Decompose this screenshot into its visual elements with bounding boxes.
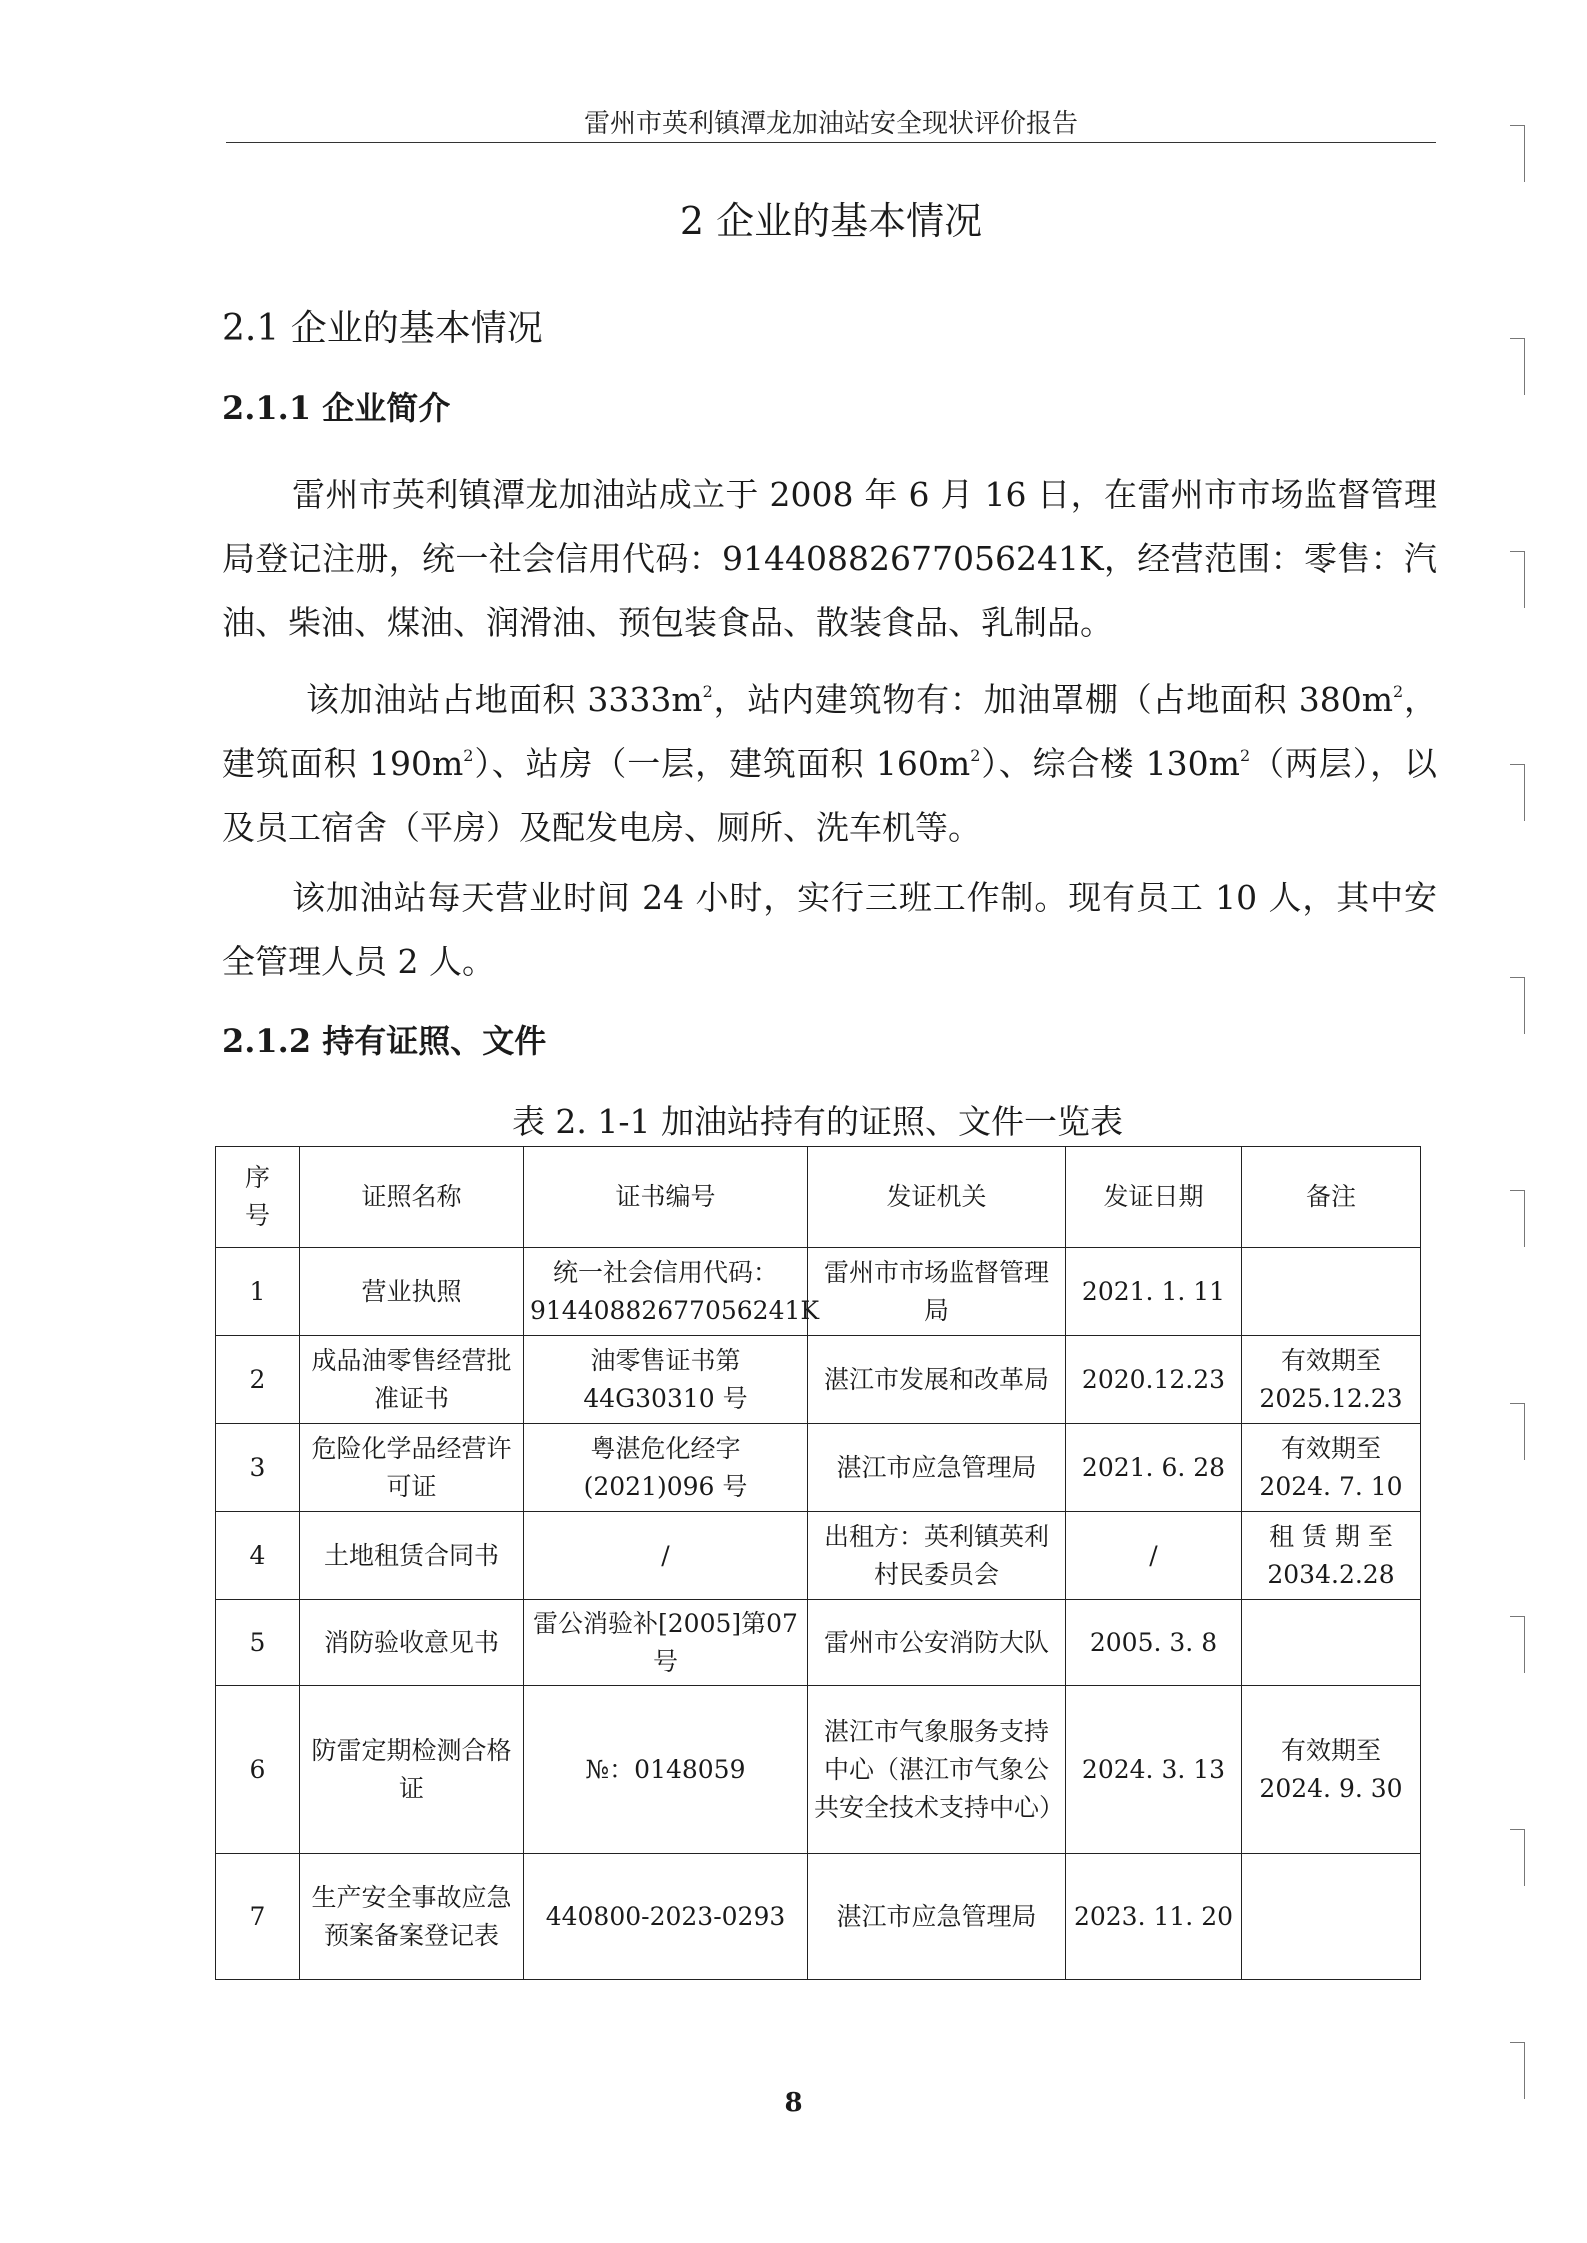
page-header-title: 雷州市英利镇潭龙加油站安全现状评价报告 <box>583 109 1078 139</box>
table-cell: №：0148059 <box>524 1686 808 1854</box>
operations-paragraph: 该加油站每天营业时间 24 小时，实行三班工作制。现有员工 10 人，其中安全管理人员 2 人。 <box>222 878 1437 981</box>
table-cell: 粤湛危化经字(2021)096 号 <box>524 1424 808 1512</box>
table-cell: 生产安全事故应急预案备案登记表 <box>300 1854 524 1980</box>
table-cell: 营业执照 <box>300 1248 524 1336</box>
site-text: 该加油站占地面积 3333m <box>306 680 703 719</box>
site-text: ）、站房（一层，建筑面积 160m <box>473 744 971 783</box>
table-row <box>216 1854 1421 1980</box>
chapter-title: 2 企业的基本情况 <box>679 199 983 243</box>
binding-margin-marks <box>1510 0 1540 2243</box>
table-cell: / <box>524 1512 808 1600</box>
table-caption: 表 2. 1-1 加油站持有的证照、文件一览表 <box>511 1102 1124 1141</box>
table-cell: 2020.12.23 <box>1066 1336 1242 1424</box>
table-cell: 消防验收意见书 <box>300 1600 524 1686</box>
table-cell: 成品油零售经营批准证书 <box>300 1336 524 1424</box>
table-cell: 2024. 3. 13 <box>1066 1686 1242 1854</box>
table-cell: 有效期至2024. 7. 10 <box>1242 1424 1421 1512</box>
table-cell <box>1242 1600 1421 1686</box>
table-cell: 雷州市公安消防大队 <box>808 1600 1066 1686</box>
table-cell: 有效期至2025.12.23 <box>1242 1336 1421 1424</box>
binding-mark <box>1510 764 1525 821</box>
binding-mark <box>1510 1403 1525 1460</box>
column-header: 备注 <box>1242 1147 1421 1248</box>
table-row <box>216 1336 1421 1424</box>
table-row <box>216 1424 1421 1512</box>
binding-mark <box>1510 1829 1525 1886</box>
table-cell: 2023. 11. 20 <box>1066 1854 1242 1980</box>
table-cell: 租 赁 期 至2034.2.28 <box>1242 1512 1421 1600</box>
table-cell: 6 <box>216 1686 300 1854</box>
table-cell: 1 <box>216 1248 300 1336</box>
table-cell: 防雷定期检测合格证 <box>300 1686 524 1854</box>
table-row <box>216 1600 1421 1686</box>
table-cell <box>1242 1854 1421 1980</box>
table-cell: 2005. 3. 8 <box>1066 1600 1242 1686</box>
table-cell: 4 <box>216 1512 300 1600</box>
table-cell: 出租方：英利镇英利村民委员会 <box>808 1512 1066 1600</box>
table-cell: 湛江市应急管理局 <box>808 1854 1066 1980</box>
table-cell: 统一社会信用代码：91440882677056241K <box>524 1248 808 1336</box>
header-divider <box>226 142 1436 143</box>
subsection-heading-licenses: 2.1.2 持有证照、文件 <box>222 1022 547 1060</box>
table-cell: 油零售证书第44G30310 号 <box>524 1336 808 1424</box>
table-cell: 有效期至2024. 9. 30 <box>1242 1686 1421 1854</box>
binding-mark <box>1510 125 1525 182</box>
table-row <box>216 1512 1421 1600</box>
license-table <box>215 1146 1421 1980</box>
table-cell: 湛江市发展和改革局 <box>808 1336 1066 1424</box>
table-row <box>216 1248 1421 1336</box>
table-cell: 2021. 6. 28 <box>1066 1424 1242 1512</box>
intro-paragraph: 雷州市英利镇潭龙加油站成立于 2008 年 6 月 16 日，在雷州市市场监督管理局登记注册，统一社会信用代码：91440882677056241K，经营范围：零售：汽油、柴油、煤油、润滑油、预包装食品、散装食品、乳制品。 <box>222 475 1437 642</box>
site-text: ，站内建筑物有：加油罩棚（占地面积 380m <box>712 680 1394 719</box>
superscript: 2 <box>970 746 981 765</box>
table-cell: 雷州市市场监督管理局 <box>808 1248 1066 1336</box>
superscript: 2 <box>463 746 474 765</box>
table-cell: 3 <box>216 1424 300 1512</box>
table-cell: 2 <box>216 1336 300 1424</box>
table-cell: 雷公消验补[2005]第07 号 <box>524 1600 808 1686</box>
table-cell: 湛江市应急管理局 <box>808 1424 1066 1512</box>
binding-mark <box>1510 1190 1525 1247</box>
table-cell: / <box>1066 1512 1242 1600</box>
table-cell: 危险化学品经营许可证 <box>300 1424 524 1512</box>
binding-mark <box>1510 338 1525 395</box>
superscript: 2 <box>1393 682 1404 701</box>
table-row <box>216 1686 1421 1854</box>
site-text: ）、综合楼 130m <box>980 744 1240 783</box>
section-heading: 2.1 企业的基本情况 <box>222 308 543 349</box>
column-header: 发证机关 <box>808 1147 1066 1248</box>
column-header: 证照名称 <box>300 1147 524 1248</box>
binding-mark <box>1510 1616 1525 1673</box>
table-cell <box>1242 1248 1421 1336</box>
column-header: 序号 <box>216 1147 300 1248</box>
site-paragraph <box>222 668 1437 860</box>
table-cell: 440800-2023-0293 <box>524 1854 808 1980</box>
binding-mark <box>1510 977 1525 1034</box>
table-cell: 7 <box>216 1854 300 1980</box>
table-cell: 5 <box>216 1600 300 1686</box>
column-header: 发证日期 <box>1066 1147 1242 1248</box>
binding-mark <box>1510 551 1525 608</box>
subsection-heading-intro: 2.1.1 企业简介 <box>222 389 451 427</box>
site-text: （两层），以及员工宿舍（平房）及配发电房、厕所、洗车机等。 <box>222 744 1437 847</box>
table-cell: 土地租赁合同书 <box>300 1512 524 1600</box>
page-number: 8 <box>784 2088 803 2118</box>
superscript: 2 <box>1239 746 1251 765</box>
column-header: 证书编号 <box>524 1147 808 1248</box>
table-cell: 2021. 1. 11 <box>1066 1248 1242 1336</box>
table-cell: 湛江市气象服务支持中心（湛江市气象公共安全技术支持中心） <box>808 1686 1066 1854</box>
table-header-row <box>216 1147 1421 1248</box>
superscript: 2 <box>702 682 713 701</box>
site-text: ，建筑面积 190m <box>222 680 1437 783</box>
